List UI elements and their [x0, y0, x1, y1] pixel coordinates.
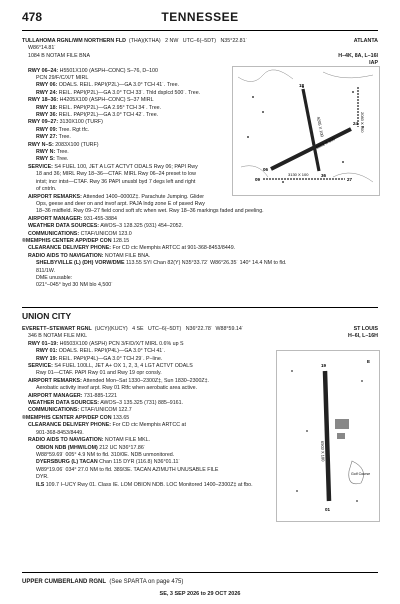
line-label: RWY 36: — [36, 112, 58, 119]
line-label: SHELBYVILLE (L) (DH) VORW/DME — [36, 260, 125, 267]
elev-text: 1084 B NOTAM FILE BNA — [28, 52, 91, 59]
airport-diagram-tullahoma — [232, 66, 380, 196]
line-text: REIL. PAPI(P2L)—GA 3.0° TCH 42´. Tree. — [57, 112, 159, 119]
text-line — [22, 68, 230, 75]
line-label: RWY 09: — [36, 126, 58, 133]
line-text: NOTAM FILE MKL. — [103, 437, 151, 444]
text-line — [22, 119, 230, 126]
text-line — [22, 97, 230, 104]
line-label: OBION NDB (MHW/LOM) — [36, 444, 98, 451]
chart-sub: H–4K, 8A, L–16I — [338, 52, 378, 59]
line-text: 901-368-8453/8449. — [36, 429, 84, 436]
text-line — [22, 260, 378, 267]
rwy-end-0: 01 — [325, 507, 331, 512]
airport-title-line — [22, 38, 378, 45]
airport-utc: UTC–6(–5DT) — [182, 38, 217, 44]
line-text: AWOS–3 128.325 (931) 454–2052. — [99, 223, 184, 230]
airport-name: EVERETT–STEWART RGNL — [22, 326, 92, 332]
rwy-label-1: 4205 X 100 — [316, 116, 325, 138]
line-text: W89°19.06´ 034° 27.0 NM to fld. 389/3E. TACAN AZIMUTH UNUSABLE FILE — [36, 466, 219, 473]
upper-title: UPPER CUMBERLAND RGNL — [22, 579, 106, 585]
line-label: ®MEMPHIS CENTER APP/DEP CON — [22, 237, 112, 244]
chart-sub: H–6I, L–16H — [347, 333, 378, 340]
airport-name: TULLAHOMA RGNL/WM NORTHERN FLD — [22, 38, 126, 44]
text-line — [22, 208, 378, 215]
line-label: RWY 18–36: — [28, 97, 59, 104]
iap-label: IAP — [369, 60, 378, 67]
line-label: AIRPORT REMARKS: — [28, 377, 82, 384]
text-line — [22, 223, 378, 230]
line-text: Attended 1400–0000Z‡. Parachute Jumping. Glider — [81, 193, 205, 200]
line-text: Tree. — [55, 149, 69, 156]
line-label: AIRPORT REMARKS: — [28, 193, 82, 200]
airport-lon: W88°59.14´ — [215, 326, 244, 332]
line-text: 212 UC N36°17.86´ — [97, 444, 146, 451]
text-line — [22, 341, 378, 348]
line-label: RWY N–S: — [28, 141, 54, 148]
line-label: CLEARANCE DELIVERY PHONE: — [28, 245, 111, 252]
line-text: AWOS–3 135.325 (731) 885–9161. — [99, 400, 184, 407]
section-divider — [22, 572, 378, 573]
airport-title-line — [22, 326, 378, 333]
line-text: NOTAM FILE BNA. — [103, 252, 151, 259]
line-text: S4 FUEL 100LL, JET A+ OX 1, 2, 3, 4 LGT ACTVT ODALS — [52, 363, 193, 370]
rwy-label-0: 6503 X 100 — [320, 440, 326, 462]
line-text: Chan 115 DYR (116.8) N36°01.11´ — [97, 459, 181, 466]
chart-ref: ATLANTA — [353, 38, 378, 44]
text-line — [22, 216, 378, 223]
rwy-end-0: 18 — [299, 83, 305, 88]
text-line — [22, 268, 378, 275]
rwy-18-36 — [303, 89, 319, 171]
rwy-end-1: 19 — [321, 363, 327, 368]
line-label: WEATHER DATA SOURCES: — [28, 223, 100, 230]
airport-lat: N36°22.78´ — [185, 326, 213, 332]
text-line — [22, 82, 230, 89]
airport-utc: UTC–6(–5DT) — [148, 326, 182, 332]
text-line — [22, 282, 378, 289]
upper-note: (See SPARTA on page 475) — [109, 579, 184, 585]
line-text: of cntrln. — [36, 186, 57, 193]
airport-elev-line — [22, 53, 378, 60]
airport-distance: 4 SE — [132, 326, 144, 332]
line-label: RWY N: — [36, 149, 56, 156]
line-label: RWY 01–19: — [28, 340, 59, 347]
line-label: RWY 19: — [36, 355, 58, 362]
rwy-label-3: 2083 X 100 — [360, 112, 365, 133]
rwy-label-2: E — [367, 359, 371, 364]
line-text: 731-885-1221 — [82, 392, 117, 399]
line-text: For CD ctc Memphis ARTCC at — [111, 422, 186, 429]
line-label: RWY 24: — [36, 89, 58, 96]
line-label: ®MEMPHIS CENTER APP/DEP CON — [22, 414, 112, 421]
text-line — [22, 75, 230, 82]
rwy-01-19 — [325, 371, 329, 501]
line-text: 811/1W. — [36, 267, 56, 274]
line-text: CTAF/UNICOM 122.7 — [79, 407, 132, 414]
line-text: 931-455-3884 — [82, 215, 117, 222]
line-text: 113.55 SYI Chan 82(Y) N35°33.72´ W86°26.35´ 140° 14.4 NM to fld. — [124, 260, 287, 267]
line-text: H6503X100 (ASPH) PCN 3/F/D/X/T MIRL 0.6% up S — [58, 340, 184, 347]
airport-lon: W86°14.81´ — [28, 45, 57, 52]
airport-diagram-everett — [276, 350, 380, 522]
line-label: RWY 18: — [36, 104, 58, 111]
rwy-end-5: 27 — [347, 177, 353, 182]
line-text: 18–36 midfield. Rwy 09–27 field cond soft sfc when wet. Rwy 18–36 markings faded and peeling. — [36, 208, 264, 215]
rwy-label-1: Golf Course — [351, 472, 371, 476]
line-label: COMMUNICATIONS: — [28, 407, 80, 414]
page-header — [22, 10, 378, 31]
page-footer: SE, 3 SEP 2026 to 29 OCT 2026 — [159, 591, 241, 597]
line-text: For CD ctc Memphis ARTCC at 901-368-8453/8449. — [111, 245, 236, 252]
line-text: Aerobatic activity invof arpt. Rwy 01 Rtfc when aerobatic area active. — [36, 385, 198, 392]
line-text: PCN 29/F/C/X/T MIRL — [36, 75, 89, 82]
elev-text: 346 B NOTAM FILE MKL — [28, 333, 88, 340]
line-text: 3130X100 (TURF) — [58, 119, 103, 126]
line-text: Tree. — [57, 134, 71, 141]
line-label: RADIO AIDS TO NAVIGATION: — [28, 437, 104, 444]
line-text: 128.15 — [111, 237, 130, 244]
line-text: DME unusable: — [36, 274, 73, 281]
line-text: Rwy 01—CTAF. PAPI Rwy 01 and Rwy 19 opr consly. — [36, 370, 162, 377]
page-number: 478 — [22, 10, 43, 24]
text-line — [22, 201, 378, 208]
line-text: 2083X100 (TURF) — [53, 141, 99, 148]
line-label: DYERSBURG (L) TACAN — [36, 459, 98, 466]
line-text: DYR. — [36, 474, 49, 481]
line-text: W88°59.69´ 005° 4.9 NM to fld. 310/0E. NDB unmonitored. — [36, 451, 175, 458]
line-label: RADIO AIDS TO NAVIGATION: — [28, 252, 104, 259]
line-text: 109.7 I–UCY Rwy 01. Class IE. LOM OBION NDB. LOC Monitored 1400–2300Z‡ at fbo. — [44, 481, 253, 488]
upper-cumberland-entry — [22, 579, 183, 585]
line-text: Tree. Rgt tfc. — [57, 126, 90, 133]
text-line — [22, 275, 378, 282]
diagram-svg — [277, 351, 379, 521]
rwy-end-2: 06 — [263, 167, 269, 172]
line-text: H4205X100 (ASPH–CONC) S–37 MIRL — [58, 97, 154, 104]
text-line — [22, 231, 378, 238]
line-label: COMMUNICATIONS: — [28, 230, 80, 237]
line-label: RWY 09–27: — [28, 119, 59, 126]
diagram-svg — [233, 67, 379, 195]
line-label: ILS — [36, 481, 45, 488]
line-text: CTAF/UNICOM 123.0 — [79, 230, 132, 237]
rwy-end-4: 09 — [255, 177, 261, 182]
line-text: S4 FUEL 100, JET A LGT ACTVT ODALS Rwy 06; PAPI Rwy — [52, 163, 198, 170]
line-text: 133.65 — [111, 414, 130, 421]
line-text: REIL. PAPI(P2L)—GA 2.95° TCH 34´. Tree. — [57, 104, 162, 111]
line-text: REIL. PAPI(P2L)—GA 3.0° TCH 33´. Thld dsplcd 500´. Tree. — [57, 89, 201, 96]
text-line — [22, 245, 378, 252]
line-label: RWY 27: — [36, 134, 58, 141]
chart-ref: ST LOUIS — [353, 326, 378, 332]
line-label: SERVICE: — [28, 363, 53, 370]
line-text: Ops, geese and deer on and invof arpt. PAJA lndg zone E of paved Rwy — [36, 200, 205, 207]
rwy-label-2: 3130 X 100 — [288, 172, 309, 177]
line-label: RWY 06–24: — [28, 67, 59, 74]
line-text: Attended Mon–Sat 1330–2300Z‡, Sun 1830–2300Z‡. — [81, 377, 210, 384]
text-line — [22, 127, 230, 134]
line-text: REIL. PAPI(P4L)—GA 3.0° TCH 29´. P–line. — [57, 355, 163, 362]
line-text: Tree. — [54, 156, 69, 163]
text-line — [22, 238, 378, 245]
line-text: 021°–045° byd 30 NM blo 4,500´ — [36, 282, 113, 289]
text-line — [22, 134, 230, 141]
text-line — [22, 156, 230, 163]
line-label: CLEARANCE DELIVERY PHONE: — [28, 422, 111, 429]
line-text: ODALS. REIL. PAPI(P4L)—GA 3.0° TCH 41´. — [57, 348, 166, 355]
line-label: SERVICE: — [28, 163, 53, 170]
text-line — [22, 90, 230, 97]
line-label: RWY 01: — [36, 348, 58, 355]
rwy-end-1: 36 — [321, 173, 327, 178]
city-heading: UNION CITY — [22, 311, 72, 321]
line-text: intst; incr intst—CTAF. Rwy 36 PAPI unusbl byd 7 degs left and right — [36, 178, 196, 185]
text-line — [22, 105, 230, 112]
line-label: AIRPORT MANAGER: — [28, 392, 83, 399]
airport-ident: (UCY)(KUCY) — [94, 326, 128, 332]
airport-distance: 2 NW — [165, 38, 179, 44]
airport-elev-line — [22, 333, 378, 340]
line-label: RWY 06: — [36, 82, 58, 89]
section-divider — [22, 307, 378, 308]
line-text: H5501X100 (ASPH–CONC) S–76, D–100 — [58, 67, 158, 74]
airport-ident: (THA)(KTHA) — [128, 38, 161, 44]
hangar — [337, 433, 345, 439]
line-text: 18 and 36; MIRL Rwy 18–36—CTAF. MIRL Rwy 06–24 preset to low — [36, 171, 196, 178]
text-line — [22, 142, 230, 149]
runway-list — [22, 68, 230, 164]
state-title: TENNESSEE — [161, 10, 239, 24]
text-line — [22, 112, 230, 119]
line-label: WEATHER DATA SOURCES: — [28, 400, 100, 407]
line-text: ODALS. REIL. PAPI(P2L)—GA 3.0° TCH 41´. Tree. — [57, 82, 180, 89]
airport-lat: N35°22.81´ — [220, 38, 248, 44]
terminal-building — [335, 419, 349, 429]
line-label: RWY S: — [36, 156, 55, 163]
text-line — [22, 149, 230, 156]
line-label: AIRPORT MANAGER: — [28, 215, 83, 222]
rwy-label-0: 5501 X 100 — [315, 136, 336, 150]
text-line — [22, 253, 378, 260]
rwy-end-3: 24 — [353, 121, 359, 126]
